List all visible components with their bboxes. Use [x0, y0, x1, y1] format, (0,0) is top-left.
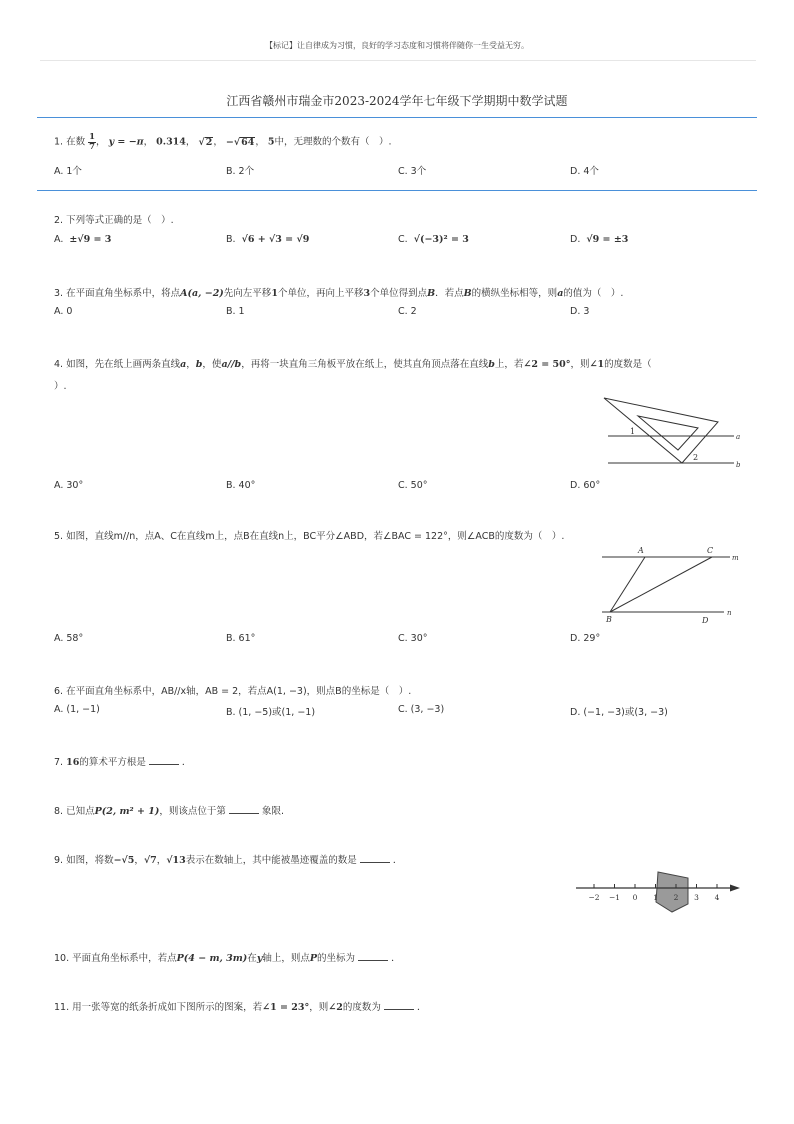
question-4-stem: 4. 如图，先在纸上画两条直线a，b，使a//b，再将一块直角三角板平放在纸上，使其直角顶点落在直线b上，若∠2 = 50°，则∠1的度数是（: [54, 359, 652, 370]
q1-divider: [37, 190, 757, 191]
question-10-stem: 10. 平面直角坐标系中，若点P(4 − m, 3m)在y轴上，则点P的坐标为 ．: [54, 953, 401, 964]
q9-number-line: [570, 866, 746, 916]
fraction-one-seventh: $\frac{1}{7}$: [89, 132, 96, 152]
q9-axis-arrow: [730, 885, 740, 892]
question-8-stem: 8. 已知点P(2, m² + 1)，则该点位于第 象限.: [54, 806, 284, 817]
q9-ink-blot: [656, 872, 688, 912]
q9-tick-label: 3: [694, 893, 699, 902]
q9-answer-blank[interactable]: [360, 854, 390, 863]
question-2-stem: 2. 下列等式正确的是（ ）.: [54, 215, 174, 226]
q4-label-1: 1: [630, 427, 636, 436]
q1-option-a[interactable]: A. 1个: [54, 166, 82, 177]
q4-label-a: a: [736, 433, 741, 441]
q4-option-a[interactable]: A. 30°: [54, 480, 84, 491]
q3-option-b[interactable]: B. 1: [226, 306, 245, 317]
q5-option-d[interactable]: D. 29°: [570, 633, 601, 644]
q5-label-D: D: [702, 616, 709, 625]
q3-option-c[interactable]: C. 2: [398, 306, 417, 317]
q2-option-d[interactable]: D. √9 = ±3: [570, 234, 629, 245]
q1-option-d[interactable]: D. 4个: [570, 166, 599, 177]
q4-outer-triangle: [604, 398, 718, 463]
q9-tick-label: 0: [632, 893, 638, 902]
q5-segment-bc: [610, 557, 712, 612]
q9-tick-label: −2: [588, 893, 600, 902]
q6-option-a[interactable]: A. (1, −1): [54, 704, 100, 715]
q4-option-b[interactable]: B. 40°: [226, 480, 256, 491]
q5-label-m: m: [732, 554, 739, 562]
page-title: 江西省赣州市瑞金市2023-2024学年七年级下学期期中数学试题: [226, 94, 568, 108]
q5-label-n: n: [727, 609, 732, 617]
q4-option-d[interactable]: D. 60°: [570, 480, 601, 491]
q9-tick-label: 4: [714, 893, 720, 902]
q7-answer-blank[interactable]: [149, 756, 179, 765]
q5-figure-lines: [596, 542, 746, 626]
q6-option-b[interactable]: B. (1, −5)或(1, −1): [226, 707, 316, 718]
q4-figure-triangle: [596, 394, 746, 474]
q3-option-d[interactable]: D. 3: [570, 306, 590, 317]
question-4-stem-cont: ）.: [54, 381, 67, 392]
q5-option-c[interactable]: C. 30°: [398, 633, 428, 644]
q5-label-C: C: [707, 546, 714, 555]
q6-option-c[interactable]: C. (3, −3): [398, 704, 445, 715]
q4-option-c[interactable]: C. 50°: [398, 480, 428, 491]
q2-option-b[interactable]: B. √6 + √3 = √9: [226, 234, 310, 245]
q3-option-a[interactable]: A. 0: [54, 306, 73, 317]
title-divider: [37, 117, 757, 118]
q9-ticks: [588, 884, 719, 902]
question-1-stem: 1. 在数 $\frac{1}{7}$ ， y = −π， 0.314， √2， −√64， 5中，无理数的个数有（ ）.: [54, 132, 392, 152]
top-divider: [40, 60, 756, 61]
q8-answer-blank[interactable]: [229, 805, 259, 814]
question-7-stem: 7. 16的算术平方根是 ．: [54, 757, 192, 768]
q4-label-b: b: [736, 461, 741, 469]
q9-tick-label: 2: [673, 893, 679, 902]
q9-tick-label: −1: [608, 893, 621, 902]
q6-option-d[interactable]: D. (−1, −3)或(3, −3): [570, 707, 668, 718]
question-11-stem: 11. 用一张等宽的纸条折成如下图所示的图案，若∠1 = 23°，则∠2的度数为 ．: [54, 1002, 427, 1013]
q5-option-a[interactable]: A. 58°: [54, 633, 84, 644]
q5-option-b[interactable]: B. 61°: [226, 633, 256, 644]
q9-tick-label: 1: [653, 893, 658, 902]
q4-label-2: 2: [693, 453, 699, 462]
q10-answer-blank[interactable]: [358, 952, 388, 961]
q2-option-c[interactable]: C. √(−3)² = 3: [398, 234, 469, 245]
motto-banner: 【标记】让自律成为习惯，良好的学习态度和习惯将伴随你一生受益无穷。: [265, 41, 529, 50]
q2-option-a[interactable]: A. ±√9 = 3: [54, 234, 112, 245]
question-5-stem: 5. 如图，直线m//n，点A、C在直线m上，点B在直线n上，BC平分∠ABD，若∠BAC = 122°，则∠ACB的度数为（ ）.: [54, 531, 565, 542]
q4-inner-triangle: [638, 416, 698, 450]
q5-segment-ab: [610, 557, 645, 612]
q1-option-c[interactable]: C. 3个: [398, 166, 427, 177]
question-6-stem: 6. 在平面直角坐标系中，AB//x轴，AB = 2，若点A(1, −3)，则点B的坐标是（ ）.: [54, 686, 412, 697]
q5-label-B: B: [606, 615, 612, 624]
q5-label-A: A: [638, 546, 644, 555]
q1-option-b[interactable]: B. 2个: [226, 166, 255, 177]
question-9-stem: 9. 如图，将数−√5，√7，√13表示在数轴上，其中能被墨迹覆盖的数是 ．: [54, 855, 403, 866]
q11-answer-blank[interactable]: [384, 1001, 414, 1010]
question-3-stem: 3. 在平面直角坐标系中，将点A(a, −2)先向左平移1个单位，再向上平移3个单位得到点B．若点B的横纵坐标相等，则a的值为（ ）.: [54, 288, 624, 299]
